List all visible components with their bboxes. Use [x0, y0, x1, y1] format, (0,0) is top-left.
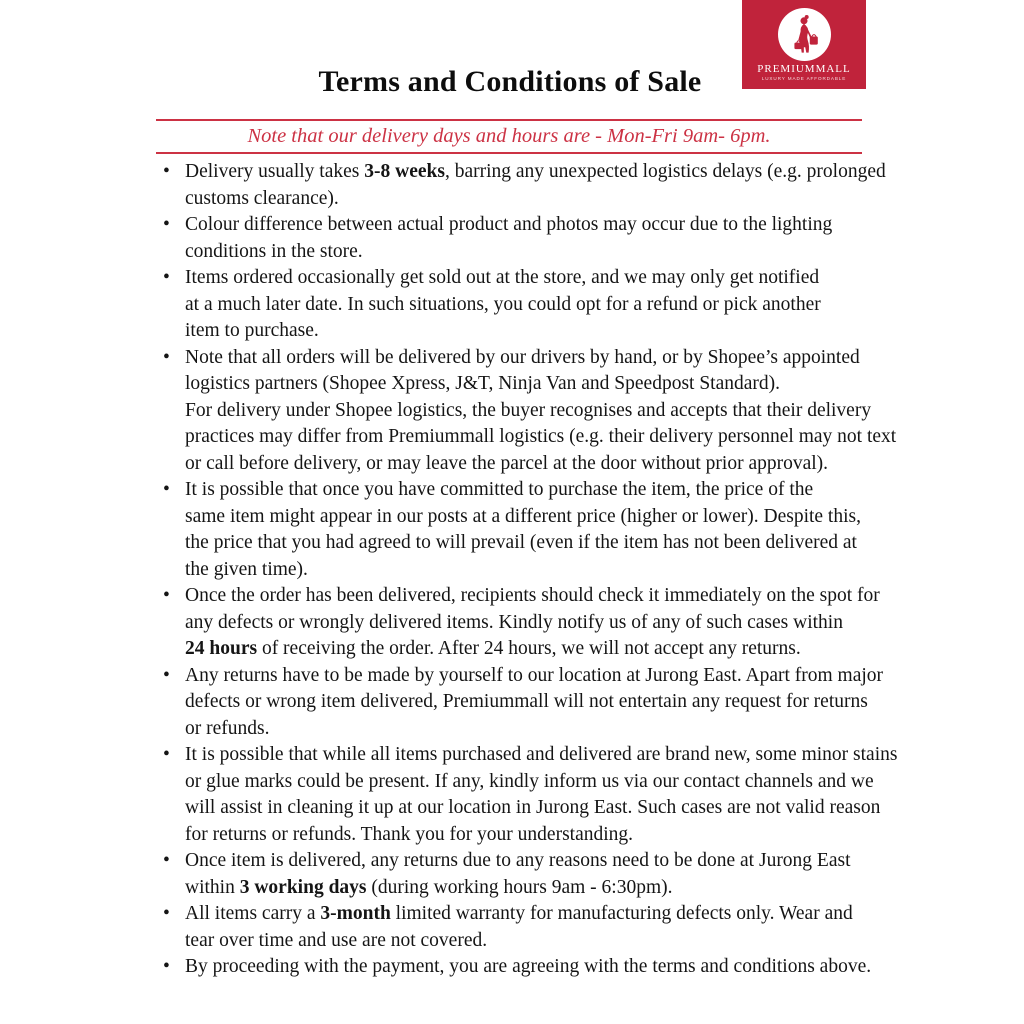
- term-item: • All items carry a 3-month limited warranty for manufacturing defects only. Wear and tear over time and use are not covered.: [155, 901, 900, 954]
- page-title: Terms and Conditions of Sale: [318, 65, 702, 98]
- term-item: • Delivery usually takes 3-8 weeks, barring any unexpected logistics delays (e.g. prolonged customs clearance).: [155, 159, 900, 212]
- delivery-notice: [156, 119, 862, 154]
- logo-tagline-text: LUXURY MADE AFFORDABLE: [761, 76, 847, 81]
- term-item: • It is possible that while all items purchased and delivered are brand new, some minor stains or glue marks could be present. If any, kindly inform us via our contact channels and we will assist in cleaning it up at our location in Jurong East. Such cases are not valid reason for returns or refunds. Thank you for your understanding.: [155, 742, 900, 848]
- term-item: • Any returns have to be made by yourself to our location at Jurong East. Apart from major defects or wrong item delivered, Premiummall will not entertain any request for returns or refunds.: [155, 663, 900, 743]
- term-item: • Items ordered occasionally get sold out at the store, and we may only get notified at a much later date. In such situations, you could opt for a refund or pick another item to purchase.: [155, 265, 900, 345]
- term-item: • Note that all orders will be delivered by our drivers by hand, or by Shopee’s appointed logistics partners (Shopee Xpress, J&T, Ninja Van and Speedpost Standard). For delivery under Shopee logistics, the buyer recognises and accepts that their delivery practices may differ from Premiummall logistics (e.g. their delivery personnel may not text or call before delivery, or may leave the parcel at the door without prior approval).: [155, 345, 900, 478]
- logo-brand-text: PREMIUMMALL: [757, 63, 851, 75]
- delivery-notice-text: Note that our delivery days and hours are - Mon-Fri 9am- 6pm.: [247, 125, 771, 147]
- term-item: • Once item is delivered, any returns due to any reasons need to be done at Jurong East within 3 working days (during working hours 9am - 6:30pm).: [155, 848, 900, 901]
- woman-with-shopping-bags-icon: [781, 12, 827, 58]
- terms-list: [155, 159, 900, 981]
- term-item: • It is possible that once you have committed to purchase the item, the price of the same item might appear in our posts at a different price (higher or lower). Despite this, the price that you had agreed to will prevail (even if the item has not been delivered at the given time).: [155, 477, 900, 583]
- logo-circle: [778, 8, 831, 61]
- term-item: • Once the order has been delivered, recipients should check it immediately on the spot for any defects or wrongly delivered items. Kindly notify us of any of such cases within 24 hours of receiving the order. After 24 hours, we will not accept any returns.: [155, 583, 900, 663]
- term-item: • Colour difference between actual product and photos may occur due to the lighting conditions in the store.: [155, 212, 900, 265]
- term-item: • By proceeding with the payment, you are agreeing with the terms and conditions above.: [155, 954, 900, 981]
